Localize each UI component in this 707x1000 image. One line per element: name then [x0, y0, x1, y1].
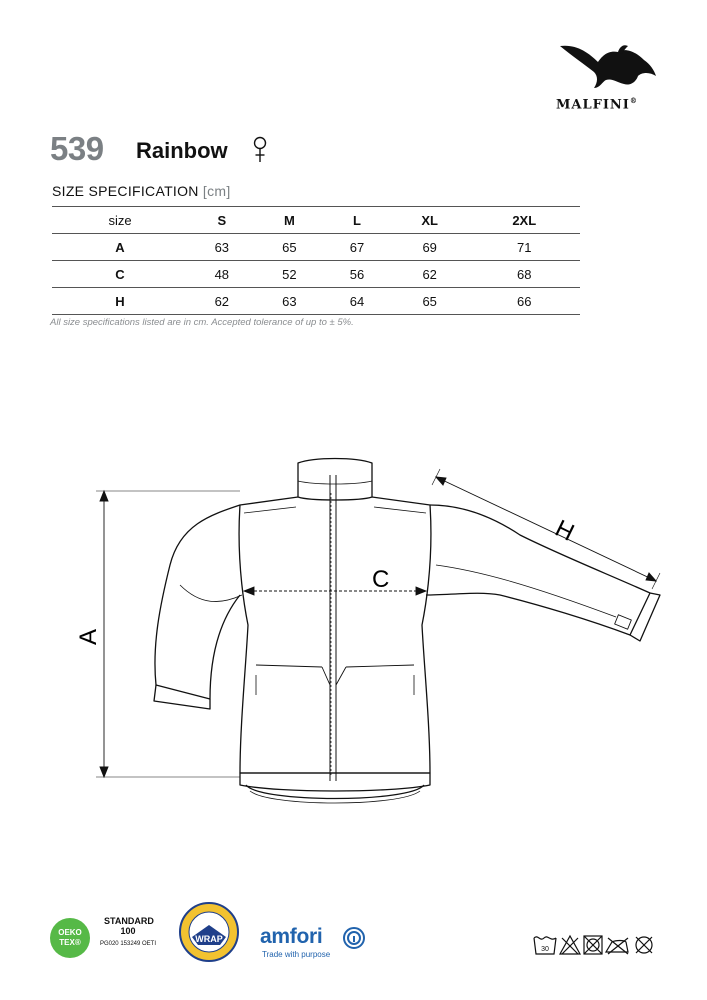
wrap-logo-icon	[178, 901, 240, 963]
right-sleeve	[426, 505, 650, 635]
amfori-tagline: Trade with purpose	[262, 950, 331, 959]
header-m: M	[283, 212, 295, 228]
table-cell: 62	[214, 293, 230, 309]
product-code: 539	[50, 130, 104, 167]
table-header-row	[52, 207, 580, 234]
no-dry-clean-icon	[636, 937, 652, 953]
table-cell: 65	[282, 239, 297, 255]
label-c: C	[372, 566, 390, 593]
table-cell: 65	[422, 293, 437, 309]
jacket-hem	[240, 773, 430, 791]
header-xl: XL	[421, 212, 438, 228]
row-label: A	[115, 239, 125, 255]
table-row	[52, 261, 580, 288]
table-cell: 64	[349, 293, 365, 309]
amfori-logo: amfori	[260, 925, 323, 948]
table-cell: 62	[422, 266, 437, 282]
female-icon	[252, 136, 268, 164]
malfini-bird-logo-icon	[558, 38, 658, 96]
table-cell: 63	[282, 293, 297, 309]
table-cell: 56	[349, 266, 365, 282]
table-cell: 71	[517, 239, 532, 255]
header-l: L	[353, 212, 361, 228]
row-label: H	[115, 293, 125, 309]
table-cell: 67	[349, 239, 365, 255]
label-h: H	[550, 514, 579, 547]
brand-name: MALFINI®	[556, 96, 638, 113]
table-row	[52, 288, 580, 315]
svg-text:WRAP: WRAP	[195, 934, 223, 944]
oeko-tex-certificate: PG020 153249 OETI	[99, 941, 157, 947]
amfori-spiral-icon	[342, 926, 366, 950]
table-cell: 48	[214, 266, 230, 282]
row-label: C	[115, 266, 125, 282]
header-s: S	[217, 212, 227, 228]
table-cell: 52	[282, 266, 297, 282]
jacket-technical-drawing	[60, 445, 680, 825]
table-row	[52, 234, 580, 261]
tolerance-note: All size specifications listed are in cm. Accepted tolerance of up to ± 5%.	[50, 317, 354, 328]
dimension-a	[96, 491, 240, 777]
wash-temp: 30	[541, 946, 549, 953]
no-bleach-icon	[560, 936, 580, 954]
right-pocket	[336, 665, 414, 685]
dimension-h	[432, 469, 660, 589]
oeko-tex-logo: OEKO TEX®	[50, 918, 90, 958]
table-cell: 66	[517, 293, 532, 309]
table-cell: 69	[422, 239, 437, 255]
no-iron-icon	[606, 938, 628, 954]
left-sleeve	[155, 505, 240, 699]
spec-title: SIZE SPECIFICATION [cm]	[52, 183, 231, 199]
care-symbols	[532, 932, 660, 958]
jacket-body	[239, 497, 431, 773]
no-tumble-dry-icon	[584, 936, 602, 954]
jacket-collar	[298, 459, 372, 501]
dimension-c	[244, 587, 426, 595]
table-cell: 63	[214, 239, 230, 255]
product-name: Rainbow	[136, 138, 228, 163]
label-a: A	[75, 628, 102, 645]
header-2xl: 2XL	[512, 212, 537, 228]
left-pocket	[256, 665, 330, 685]
size-table	[52, 206, 580, 315]
table-cell: 68	[517, 266, 532, 282]
header-size: size	[108, 212, 132, 228]
oeko-tex-standard: STANDARD 100	[104, 916, 154, 936]
